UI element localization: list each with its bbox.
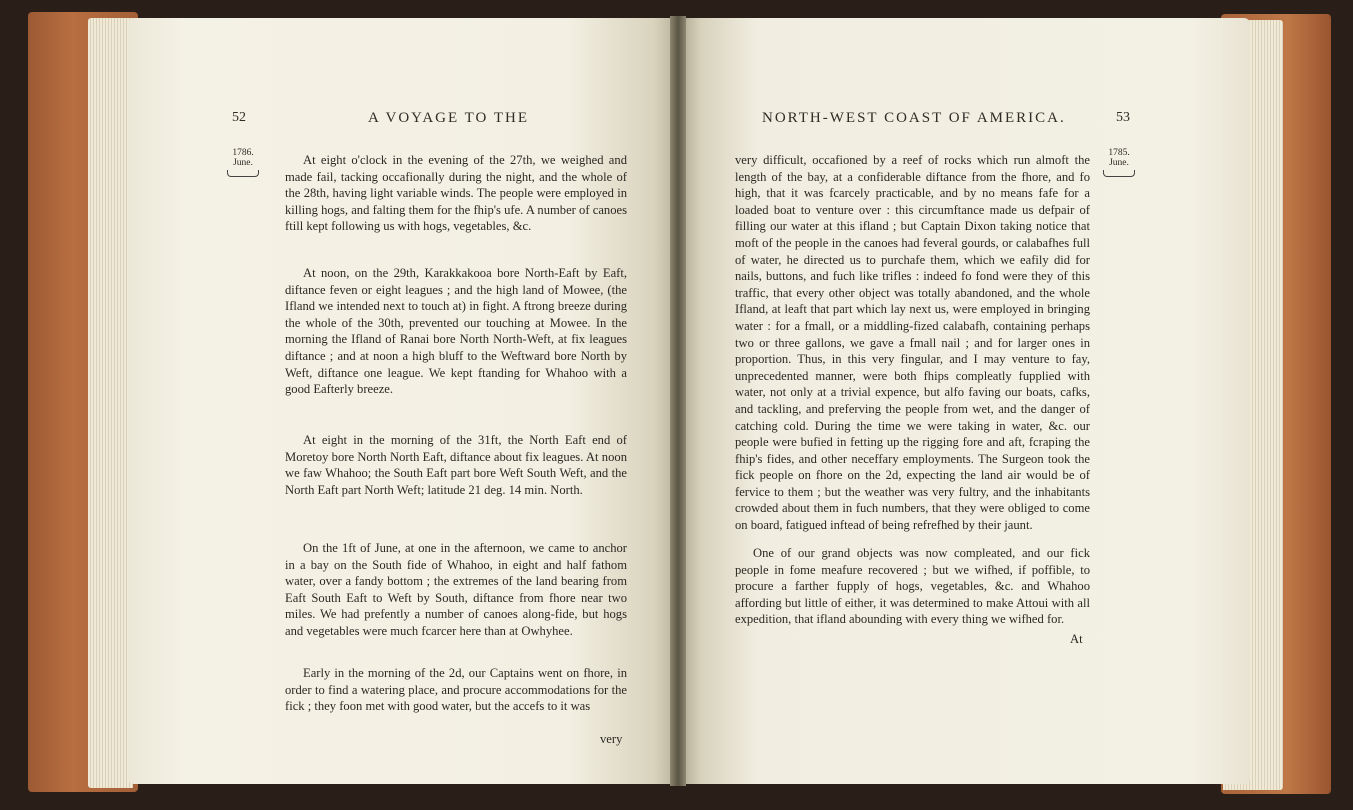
left-margin-year: 1786.: [232, 148, 254, 158]
right-margin-month: June.: [1109, 158, 1129, 168]
right-margin-date: [1102, 148, 1136, 177]
left-paragraph-1: At eight o'clock in the evening of the 27th, we weighed and made fail, tacking occafionally during the night, and the whole of the 28th, having light variable winds. The people were employed in killing hogs, and falting them for the fhip's ufe. A number of canoes ftill kept following us with hogs, vegetables, &c.: [285, 153, 627, 234]
left-running-head: A VOYAGE TO THE: [368, 110, 529, 126]
left-paragraph-2: At noon, on the 29th, Karakkakooa bore North-Eaft by Eaft, diftance feven or eight leagues ; and the high land of Mowee, (the Ifland we intended next to touch at) in fight. A ftrong breeze during the whole of the 30th, prevented our touching at Mowee. In the morning the Ifland of Ranai bore North North-Weft, at fix leagues diftance ; and at noon a high bluff to the Weftward bore North by Weft, diftance one league. We kept ftanding for Whahoo with a good Eafterly breeze.: [285, 266, 627, 397]
left-margin-brace: [227, 170, 259, 177]
left-margin-month: June.: [233, 158, 253, 168]
book-gutter: [670, 16, 686, 786]
right-page-number: 53: [1116, 110, 1130, 125]
left-page-number: 52: [232, 110, 246, 125]
left-margin-date: [226, 148, 260, 177]
right-margin-brace: [1103, 170, 1135, 177]
right-paragraph-2: One of our grand objects was now compleated, and our fick people in fome meafure recovered ; but we wifhed, if poffible, to procure a farther fupply of hogs, vegetables, &c. and Whahoo affording but little of either, it was determined to make Attoui with all expedition, that ifland abounding with every thing we wifhed for.: [735, 546, 1090, 627]
left-page-edges: [88, 18, 133, 788]
right-paragraph-1: very difficult, occafioned by a reef of rocks which run almoft the length of the bay, at a confiderable diftance from the fhore, and fo high, that it was fcarcely practicable, and by no means fafe for a loaded boat to venture over : this circumftance made us defpair of filling our water at this ifland ; but Captain Dixon taking notice that moft of the people in the canoes had feveral gourds, or calabafhes full of water, he directed us to purchafe them, which we eafily did for nails, buttons, and fuch like trifles : indeed fo fond were they of this traffic, that every other object was totally abandoned, and the whole Ifland, at leaft that part which lay next us, were employed in bringing water : for a fmall, or a middling-fized calabafh, containing perhaps two or three gallons, we gave a fmall nail ; and for larger ones in proportion. Thus, in this very fingular, and I may venture to fay, unprecedented manner, were both fhips compleatly fupplied with water, not only at a trivial expence, but alfo faving our boats, cafks, and tackling, and preferving the people from wet, and the danger of catching cold. During the time we were taking in water, &c. our people were bufied in fetting up the rigging fore and aft, fcraping the fhip's fides, and other neceffary employments. The Surgeon took the fick people on fhore on the 2d, expecting the land air would be of fervice to them ; but the weather was very fultry, and the inhabitants crowded about them in fuch numbers, that they were obliged to come on board, fatigued inftead of being refrefhed by their jaunt.: [735, 153, 1090, 533]
right-margin-year: 1785.: [1108, 148, 1130, 158]
left-catchword: very: [600, 732, 623, 746]
left-paragraph-3: At eight in the morning of the 31ft, the North Eaft end of Moretoy bore North North Eaft, diftance about fix leagues. At noon we faw Whahoo; the South Eaft part bore Weft South Weft, and the North Eaft part North Weft; latitude 21 deg. 14 min. North.: [285, 433, 627, 497]
left-paragraph-5: Early in the morning of the 2d, our Captains went on fhore, in order to find a watering place, and procure accommodations for the fick ; they foon met with good water, but the accefs to it was: [285, 666, 627, 714]
right-running-head: NORTH-WEST COAST OF AMERICA.: [762, 110, 1066, 126]
left-paragraph-4: On the 1ft of June, at one in the afternoon, we came to anchor in a bay on the South fide of Whahoo, in eight and half fathom water, over a fandy bottom ; the extremes of the land bearing from Eaft South Eaft to Weft by South, diftance from fhore near two miles. We had prefently a number of canoes along-fide, but hogs and vegetables were much fcarcer here than at Owhyhee.: [285, 541, 627, 638]
right-catchword: At: [1070, 632, 1083, 646]
